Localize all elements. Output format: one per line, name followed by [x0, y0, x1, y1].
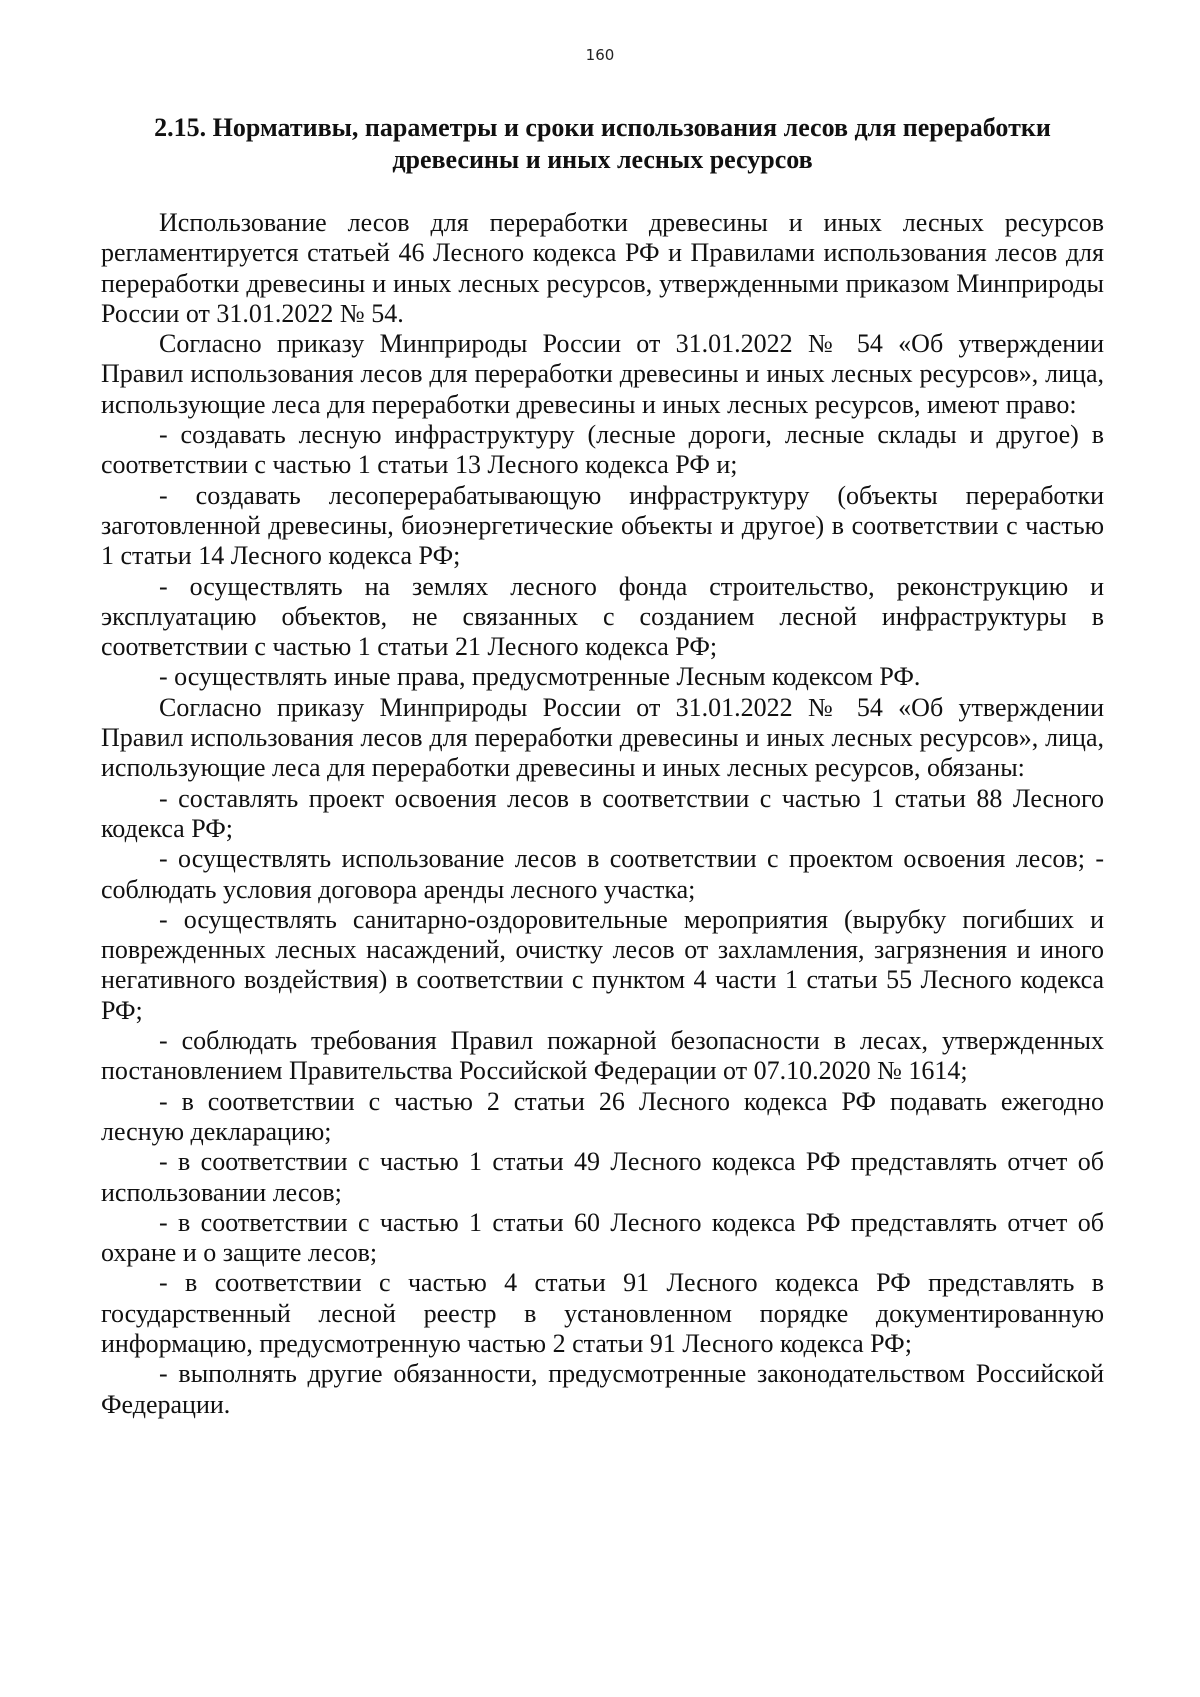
page-number: 160 [585, 46, 615, 64]
list-item-right: - создавать лесную инфраструктуру (лесные дороги, лесные склады и другое) в соответствии с частью 1 статьи 13 Лесного кодекса РФ и; [101, 420, 1104, 480]
paragraph-rights-intro: Согласно приказу Минприроды России от 31.01.2022 № 54 «Об утверждении Правил использования лесов для переработки древесины и иных лесных ресурсов», лица, использующие леса для переработки древесины и иных лесных ресурсов, имеют право: [101, 329, 1104, 419]
list-item-obligation: - осуществлять использование лесов в соответствии с проектом освоения лесов; - соблюдать условия договора аренды лесного участка; [101, 844, 1104, 904]
list-item-right: - осуществлять иные права, предусмотренные Лесным кодексом РФ. [159, 662, 921, 692]
document-body [101, 112, 1104, 1420]
list-item-obligation: - в соответствии с частью 2 статьи 26 Лесного кодекса РФ подавать ежегодно лесную декларацию; [101, 1086, 1104, 1146]
section-heading [101, 112, 1104, 176]
list-item-obligation: - осуществлять санитарно-оздоровительные мероприятия (вырубку погибших и поврежденных лесных насаждений, очистку лесов от захламления, загрязнения и иного негативного воздействия) в соответствии с пунктом 4 части 1 статьи 55 Лесного кодекса РФ; [101, 904, 1104, 1025]
paragraph-intro: Использование лесов для переработки древесины и иных лесных ресурсов регламентируется статьей 46 Лесного кодекса РФ и Правилами использования лесов для переработки древесины и иных лесных ресурсов, утвержденными приказом Минприроды России от 31.01.2022 № 54. [101, 208, 1104, 328]
list-item-obligation: - в соответствии с частью 1 статьи 60 Лесного кодекса РФ представлять отчет об охране и о защите лесов; [101, 1207, 1104, 1268]
list-item-obligation: - в соответствии с частью 1 статьи 49 Лесного кодекса РФ представлять отчет об использовании лесов; [101, 1147, 1104, 1207]
list-item-obligation: - выполнять другие обязанности, предусмотренные законодательством Российской Федерации. [101, 1359, 1104, 1419]
section-heading-line-1: 2.15. Нормативы, параметры и сроки использования лесов для переработки [154, 113, 1051, 142]
list-item-right: - создавать лесоперерабатывающую инфраструктуру (объекты переработки заготовленной древесины, биоэнергетические объекты и другое) в соответствии с частью 1 статьи 14 Лесного кодекса РФ; [101, 480, 1104, 571]
list-item-obligation: - в соответствии с частью 4 статьи 91 Лесного кодекса РФ представлять в государственный лесной реестр в установленном порядке документированную информацию, предусмотренную частью 2 статьи 91 Лесного кодекса РФ; [101, 1268, 1104, 1358]
paragraph-obligations-intro: Согласно приказу Минприроды России от 31.01.2022 № 54 «Об утверждении Правил использования лесов для переработки древесины и иных лесных ресурсов», лица, использующие леса для переработки древесины и иных лесных ресурсов, обязаны: [101, 692, 1104, 783]
list-item-obligation: - составлять проект освоения лесов в соответствии с частью 1 статьи 88 Лесного кодекса РФ; [101, 783, 1104, 843]
list-item-obligation: - соблюдать требования Правил пожарной безопасности в лесах, утвержденных постановлением Правительства Российской Федерации от 07.10.2020 № 1614; [101, 1026, 1104, 1086]
list-item-right: - осуществлять на землях лесного фонда строительство, реконструкцию и эксплуатацию объектов, не связанных с созданием лесной инфраструктуры в соответствии с частью 1 статьи 21 Лесного кодекса РФ; [101, 571, 1104, 662]
section-heading-line-2: древесины и иных лесных ресурсов [392, 145, 813, 174]
